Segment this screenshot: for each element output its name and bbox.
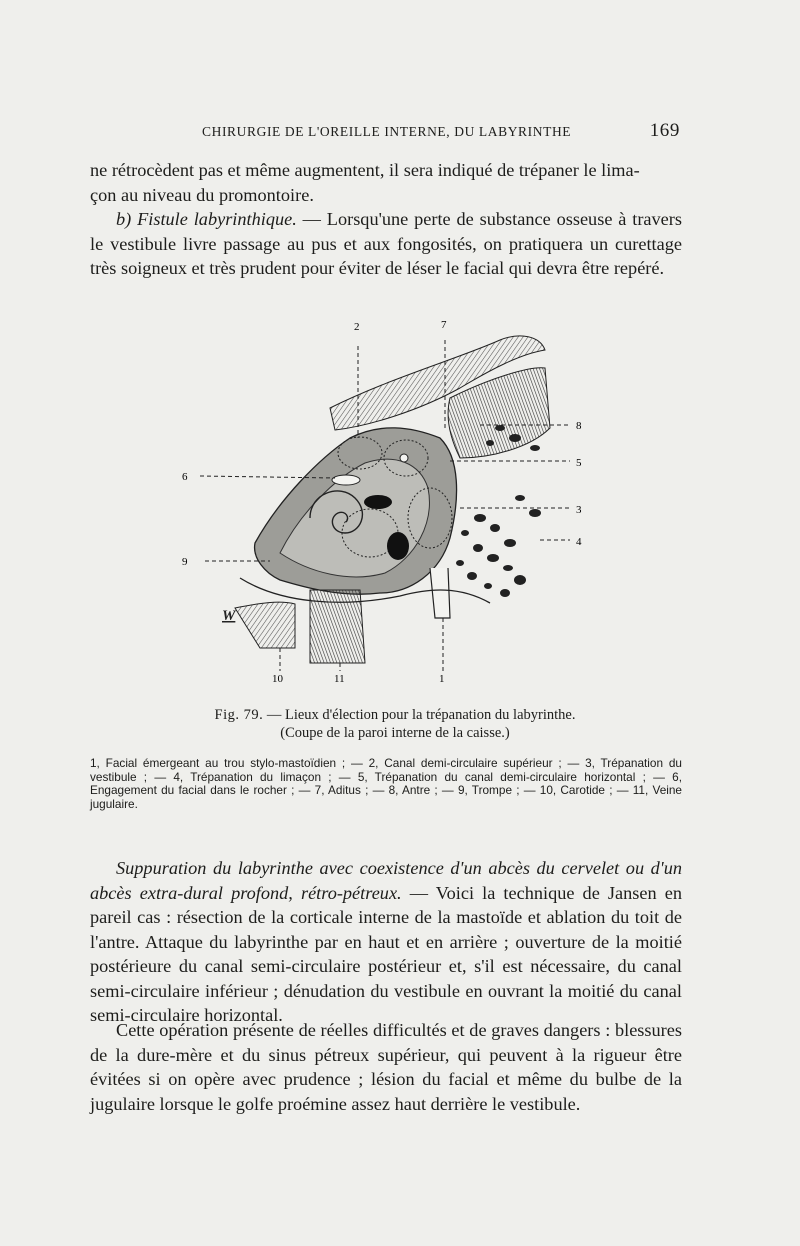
intro-line-1: ne rétrocèdent pas et même augmentent, il sera indiqué de trépaner le lima- — [90, 160, 640, 180]
paragraph-intro — [90, 158, 682, 281]
figure-legend — [90, 757, 682, 811]
suppuration-heading: Suppuration du labyrinthe avec coexistence d'un abcès du cervelet ou d'un abcès extra-dural profond, rétro-pétreux. — [90, 858, 682, 903]
fistule-text: — Lorsqu'une perte de substance osseuse à travers le vestibule livre passage au pus et aux fongosités, on pratiquera un curettage très soigneux et très prudent pour éviter de léser le facial qui devra être repéré. — [90, 209, 682, 278]
figure-label-11: 11 — [334, 673, 345, 685]
paragraph-suppuration — [90, 856, 682, 1028]
figure-label-6: 6 — [182, 471, 188, 483]
running-title: CHIRURGIE DE L'OREILLE INTERNE, DU LABYRINTHE — [202, 124, 572, 139]
intro-line-2: çon au niveau du promontoire. — [90, 184, 314, 205]
figure-caption — [160, 706, 630, 742]
anatomical-figure — [160, 318, 600, 698]
figure-label-2: 2 — [354, 321, 360, 333]
figure-label-3: 3 — [576, 504, 582, 516]
figure-label-10: 10 — [272, 673, 283, 685]
legend-text: 1, Facial émergeant au trou stylo-mastoïdien ; — 2, Canal demi-circulaire supérieur ; — 3, Trépanation du vestibule ; — 4, Trépanation du limaçon ; — 5, Trépanation du canal demi-circulaire horizontal ; — 6, Engagement du facial dans le rocher ; — 7, Aditus ; — 8, Antre ; — 9, Trompe ; — 10, Carotide ; — 11, Veine jugulaire. — [90, 756, 682, 811]
paragraph-closing — [90, 1018, 682, 1116]
figure-label-4: 4 — [576, 536, 582, 548]
figure-label-1: 1 — [439, 673, 445, 685]
figure-label-7: 7 — [441, 319, 447, 331]
suppuration-text: — Voici la technique de Jansen en pareil cas : résection de la corticale interne de la mastoïde et ablation du toit de l'antre. Attaque du labyrinthe par en haut et en arrière ; ouverture de la moitié postérieure du canal semi-circulaire postérieur et, s'il est nécessaire, du canal semi-circulaire inférieur ; dénudation du vestibule en ouvrant la moitié du canal semi-circulaire horizontal. — [90, 882, 682, 1025]
page-number: 169 — [649, 120, 680, 141]
labyrinth-section-engraving — [160, 318, 600, 698]
fistule-heading: b) Fistule labyrinthique. — [116, 209, 297, 229]
figure-number: Fig. 79. — [214, 707, 264, 723]
figure-label-8: 8 — [576, 420, 582, 432]
paragraph-fistule — [90, 207, 682, 281]
figure-label-9: 9 — [182, 556, 188, 568]
closing-text: Cette opération présente de réelles difficultés et de graves dangers : blessures de la dure-mère et du sinus pétreux supérieur, qui peuvent à la rigueur être évitées si on opère avec prudence ; lésion du facial et même du bulbe de la jugulaire lorsque le golfe proémine assez haut derrière le vestibule. — [90, 1020, 682, 1114]
plate-mark: W — [222, 608, 236, 624]
caption-title: — Lieux d'élection pour la trépanation du labyrinthe. — [263, 707, 576, 723]
caption-subtitle: (Coupe de la paroi interne de la caisse.) — [280, 725, 510, 741]
figure-label-5: 5 — [576, 457, 582, 469]
